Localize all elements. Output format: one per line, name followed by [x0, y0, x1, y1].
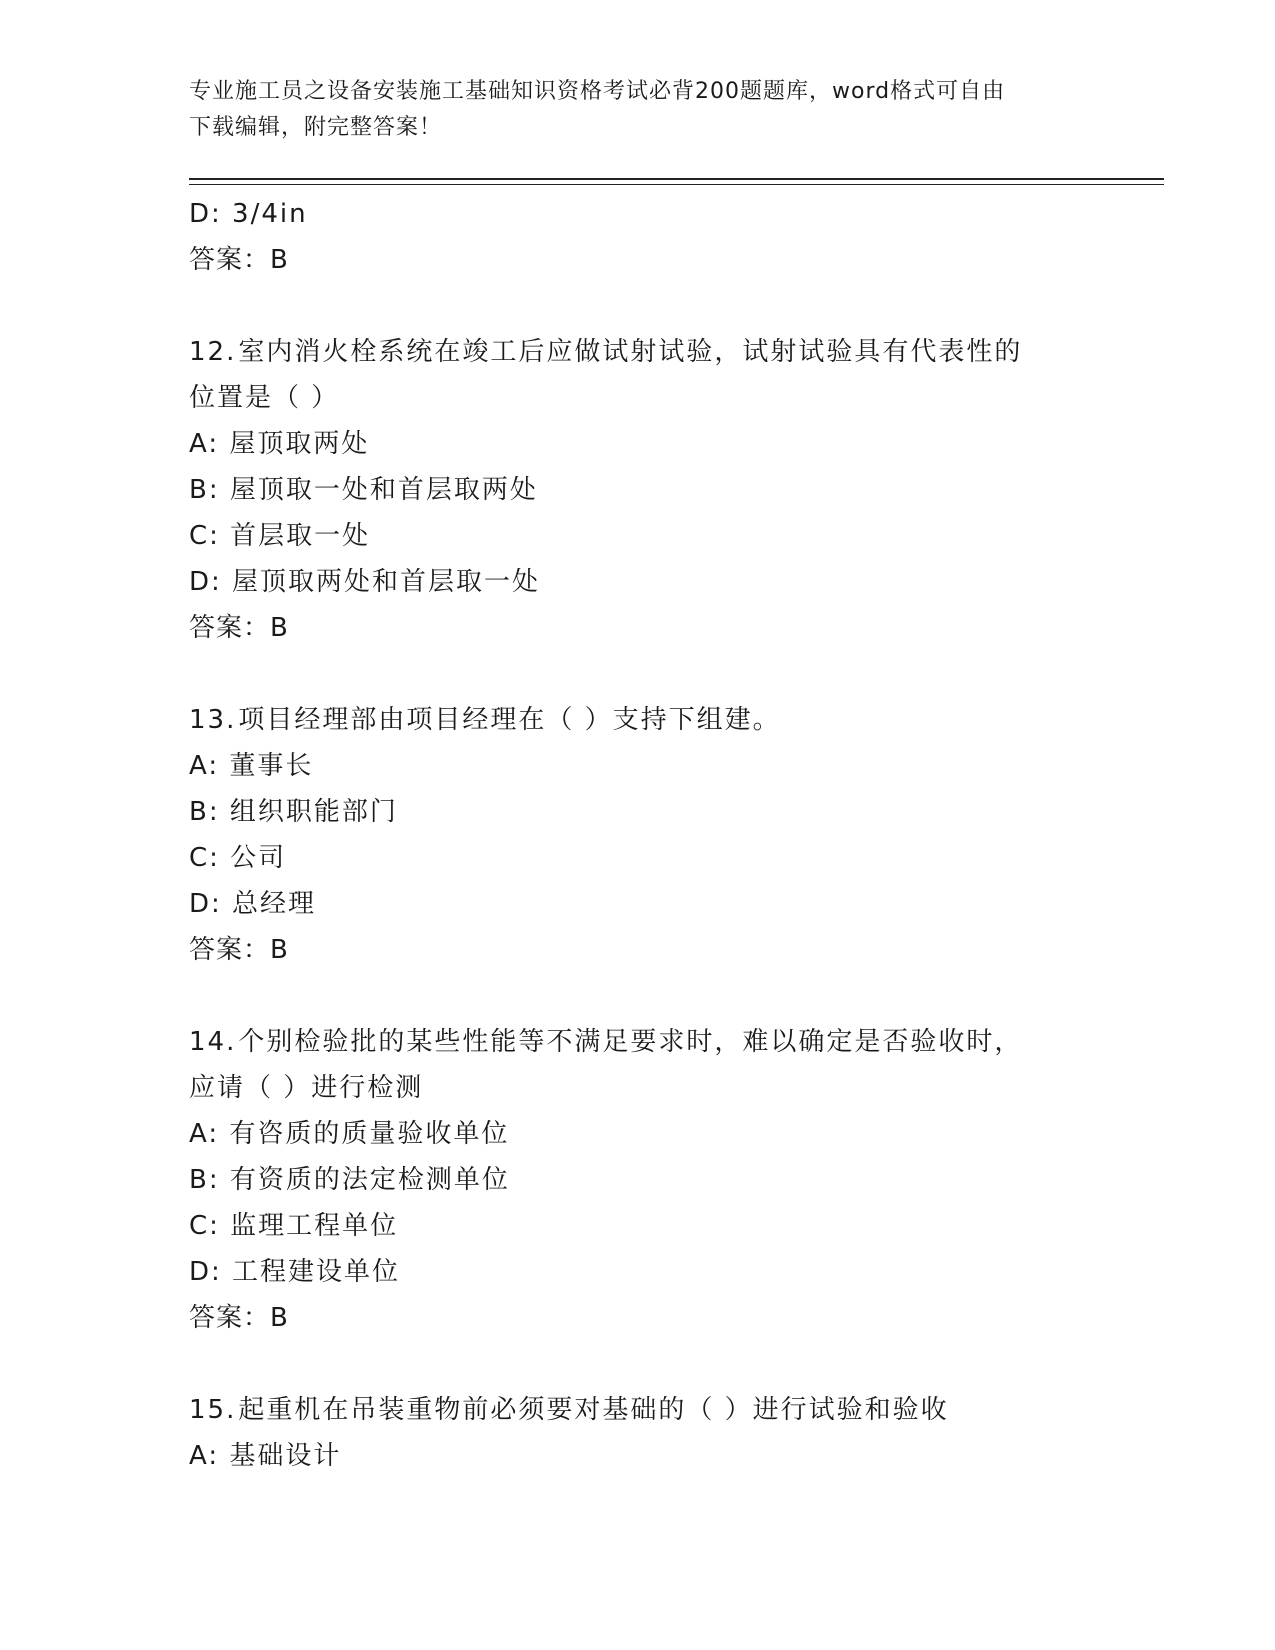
header-line-2: 下载编辑，附完整答案！ [189, 115, 443, 140]
option-a: A: 屋顶取两处 [189, 429, 370, 459]
question-number: 14. [189, 1027, 237, 1057]
question-13 [189, 697, 1089, 973]
option-d: D: 屋顶取两处和首层取一处 [189, 567, 541, 597]
question-number: 15. [189, 1395, 237, 1425]
header-line-1: 专业施工员之设备安装施工基础知识资格考试必背200题题库，word格式可自由 [189, 79, 1006, 104]
question-stem [189, 1387, 1089, 1433]
question-text: 个别检验批的某些性能等不满足要求时，难以确定是否验收时，应请（ ）进行检测 [189, 1027, 1023, 1103]
question-14 [189, 1019, 1089, 1341]
question-stem [189, 329, 1041, 421]
option-b: B: 有资质的法定检测单位 [189, 1165, 510, 1195]
document-header [189, 74, 1089, 146]
question-12 [189, 329, 1089, 651]
question-list [189, 191, 1089, 1479]
answer-line: 答案：B [189, 935, 289, 965]
header-divider-thin [189, 184, 1164, 185]
question-15 [189, 1387, 1089, 1479]
option-c: C: 公司 [189, 843, 287, 873]
option-b: B: 屋顶取一处和首层取两处 [189, 475, 538, 505]
option-b: B: 组织职能部门 [189, 797, 398, 827]
answer-line: 答案：B [189, 1303, 289, 1333]
option-d: D: 3/4in [189, 199, 308, 229]
answer-line: 答案：B [189, 245, 289, 275]
question-stem [189, 1019, 1049, 1111]
option-d: D: 总经理 [189, 889, 317, 919]
option-d: D: 工程建设单位 [189, 1257, 401, 1287]
question-text: 项目经理部由项目经理在（ ）支持下组建。 [238, 705, 781, 735]
question-stem [189, 697, 1089, 743]
question-text: 室内消火栓系统在竣工后应做试射试验，试射试验具有代表性的位置是（ ） [189, 337, 1023, 413]
option-a: A: 董事长 [189, 751, 314, 781]
option-a: A: 有咨质的质量验收单位 [189, 1119, 510, 1149]
option-c: C: 首层取一处 [189, 521, 371, 551]
question-number: 12. [189, 337, 237, 367]
option-c: C: 监理工程单位 [189, 1211, 399, 1241]
answer-line: 答案：B [189, 613, 289, 643]
question-text: 起重机在吊装重物前必须要对基础的（ ）进行试验和验收 [238, 1395, 949, 1425]
option-a: A: 基础设计 [189, 1441, 342, 1471]
header-divider [189, 178, 1164, 180]
question-number: 13. [189, 705, 237, 735]
